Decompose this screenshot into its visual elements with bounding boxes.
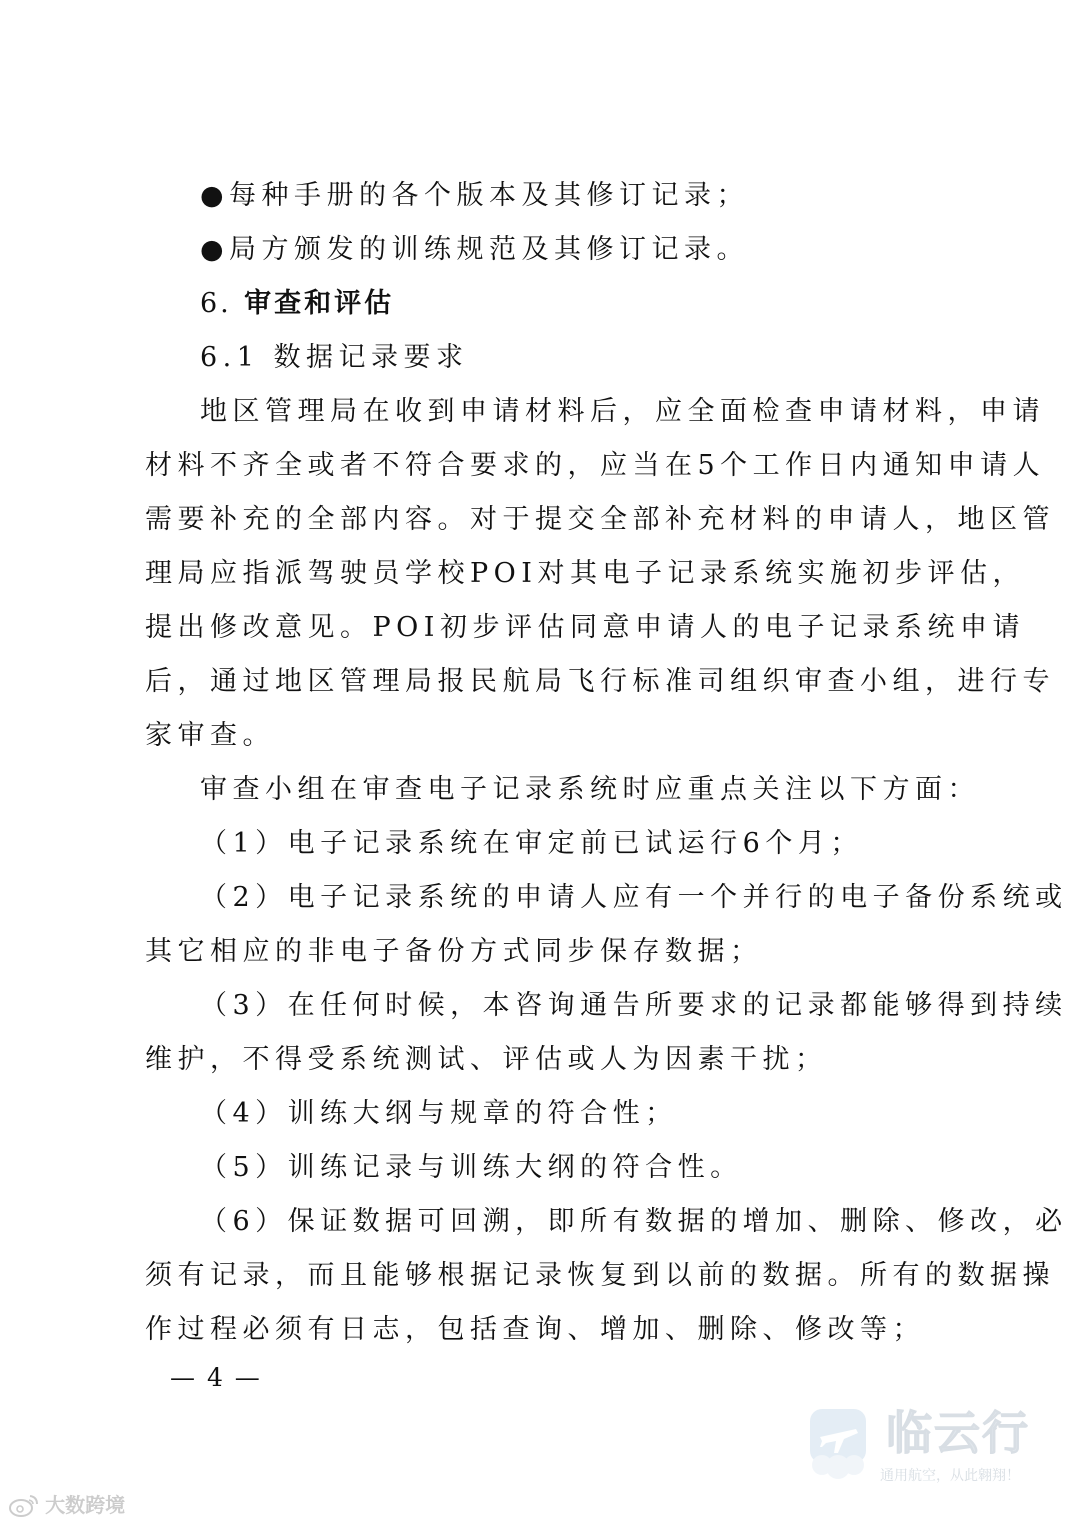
bullet-item: ●局方颁发的训练规范及其修订记录。 — [200, 234, 750, 265]
subsection-heading: 6.1 数据记录要求 — [200, 342, 469, 373]
list-item-continuation: 其它相应的非电子备份方式同步保存数据； — [145, 936, 763, 967]
list-item: （3）在任何时候，本咨询通告所要求的记录都能够得到持续 — [200, 990, 1068, 1021]
paragraph-line: 提出修改意见。POI初步评估同意申请人的电子记录系统申请 — [145, 612, 1025, 643]
weibo-watermark — [8, 1492, 125, 1522]
weibo-icon — [8, 1492, 40, 1518]
paragraph-line: 材料不齐全或者不符合要求的，应当在5个工作日内通知申请人 — [145, 450, 1046, 481]
list-item-continuation: 须有记录，而且能够根据记录恢复到以前的数据。所有的数据操 — [145, 1260, 1055, 1291]
paragraph-line: 审查小组在审查电子记录系统时应重点关注以下方面： — [200, 774, 980, 805]
paragraph-line: 地区管理局在收到申请材料后，应全面检查申请材料，申请 — [200, 396, 1045, 427]
airplane-cloud-logo-icon — [808, 1407, 870, 1479]
list-item: （4）训练大纲与规章的符合性； — [200, 1098, 678, 1129]
list-item: （6）保证数据可回溯，即所有数据的增加、删除、修改，必 — [200, 1206, 1068, 1237]
brand-watermark — [808, 1405, 1048, 1495]
list-item-continuation: 维护，不得受系统测试、评估或人为因素干扰； — [145, 1044, 828, 1075]
paragraph-line: 后，通过地区管理局报民航局飞行标准司组织审查小组，进行专 — [145, 666, 1055, 697]
paragraph-line: 家审查。 — [145, 720, 275, 751]
list-item: （5）训练记录与训练大纲的符合性。 — [200, 1152, 743, 1183]
watermark-brand: 临云行 — [886, 1406, 1030, 1460]
section-number: 6. — [200, 288, 232, 319]
weibo-watermark-text: 大数跨境 — [45, 1493, 126, 1517]
watermark-slogan: 通用航空，从此翱翔！ — [880, 1468, 1020, 1484]
paragraph-line: 需要补充的全部内容。对于提交全部补充材料的申请人，地区管 — [145, 504, 1055, 535]
list-item: （2）电子记录系统的申请人应有一个并行的电子备份系统或 — [200, 882, 1068, 913]
section-title: 审查和评估 — [244, 288, 395, 319]
paragraph-line: 理局应指派驾驶员学校POI对其电子记录系统实施初步评估， — [145, 558, 1025, 589]
list-item: （1）电子记录系统在审定前已试运行6个月； — [200, 828, 863, 859]
bullet-item: ●每种手册的各个版本及其修订记录； — [200, 180, 750, 211]
page-number: — 4 — — [170, 1363, 262, 1392]
list-item-continuation: 作过程必须有日志，包括查询、增加、删除、修改等； — [145, 1314, 925, 1345]
section-heading — [200, 284, 945, 324]
